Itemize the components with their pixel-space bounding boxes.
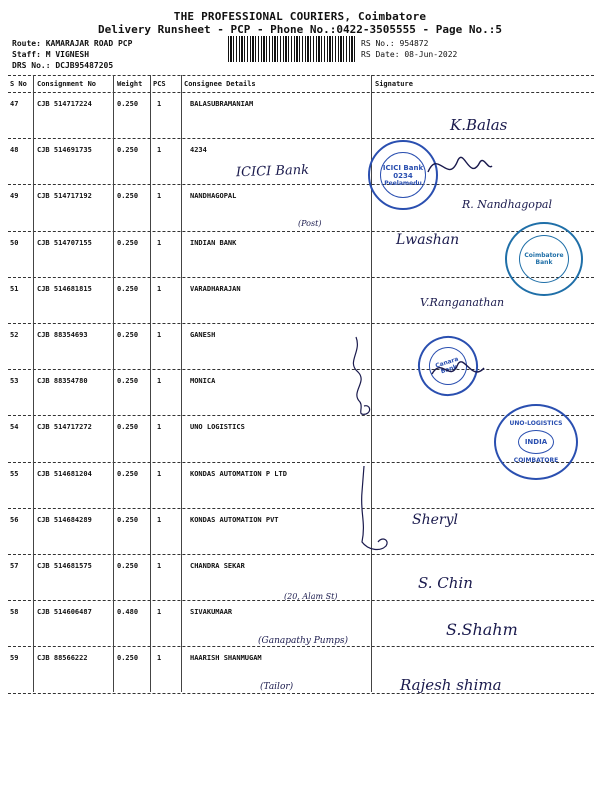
row-rule xyxy=(8,554,594,555)
cell-sno: 56 xyxy=(10,515,19,524)
cell-weight: 0.250 xyxy=(117,469,139,478)
cell-consignee: CHANDRA SEKAR xyxy=(190,562,245,570)
cell-consignee: HAARISH SHANMUGAM xyxy=(190,654,262,663)
signature-51: V.Ranganathan xyxy=(420,296,505,309)
cell-consignment: CJB 88566222 xyxy=(37,654,88,663)
cell-consignment: CJB 88354780 xyxy=(37,377,88,386)
cell-weight: 0.250 xyxy=(117,515,139,524)
cell-consignee: KONDAS AUTOMATION P LTD xyxy=(190,469,287,478)
note-49: (Post) xyxy=(298,219,322,228)
cell-sno: 59 xyxy=(10,654,19,663)
cell-weight: 0.250 xyxy=(117,331,139,339)
row-rule xyxy=(8,323,594,324)
cell-consignee: NANDHAGOPAL xyxy=(190,192,237,201)
uno-stamp-bottom: COIMBATORE xyxy=(513,457,559,464)
row-rule xyxy=(8,231,594,232)
icici-stamp-bottom: Peelamedu xyxy=(384,179,422,187)
note-58: (Ganapathy Pumps) xyxy=(258,636,348,646)
cell-consignee: SIVAKUMAAR xyxy=(190,608,233,617)
signature-56: Sheryl xyxy=(412,512,458,528)
signature-47: K.Balas xyxy=(450,116,508,134)
cell-consignment: CJB 514707155 xyxy=(37,238,92,247)
table-top-rule xyxy=(8,75,594,76)
cell-sno: 57 xyxy=(10,562,19,570)
cell-pcs: 1 xyxy=(157,469,162,478)
header-signature: Signature xyxy=(375,80,413,88)
cell-consignee: 4234 xyxy=(190,146,207,155)
cell-consignee: MONICA xyxy=(190,377,216,386)
signature-50: Lwashan xyxy=(396,232,460,248)
cell-consignment: CJB 514717224 xyxy=(37,100,92,108)
cell-sno: 48 xyxy=(10,146,19,155)
route-info xyxy=(12,38,132,71)
cell-pcs: 1 xyxy=(157,423,162,432)
cell-consignee: INDIAN BANK xyxy=(190,238,237,247)
cell-pcs: 1 xyxy=(157,192,162,201)
cell-consignment: CJB 514681204 xyxy=(37,469,92,478)
cell-weight: 0.250 xyxy=(117,100,139,108)
icici-handwritten-note: ICICI Bank xyxy=(235,162,310,181)
cell-weight: 0.250 xyxy=(117,192,139,201)
uno-logistics-stamp xyxy=(494,404,578,480)
uno-stamp-mid: INDIA xyxy=(524,438,548,446)
header-consignee: Consignee Details xyxy=(184,80,256,88)
header-pcs: PCS xyxy=(153,80,166,88)
signature-49: R. Nandhagopal xyxy=(462,198,553,211)
cell-sno: 49 xyxy=(10,192,19,201)
cell-sno: 52 xyxy=(10,331,19,339)
indian-bank-stamp-text: Coimbatore xyxy=(524,252,564,259)
signature-57: S. Chin xyxy=(418,574,473,592)
header-weight: Weight xyxy=(117,80,143,88)
row-rule xyxy=(8,277,594,278)
cell-consignment: CJB 514606487 xyxy=(37,608,92,617)
cell-consignee: VARADHARAJAN xyxy=(190,284,241,293)
cell-weight: 0.250 xyxy=(117,238,139,247)
cell-weight: 0.480 xyxy=(117,608,139,617)
route-text: Route: KAMARAJAR ROAD PCP xyxy=(12,39,133,48)
cell-weight: 0.250 xyxy=(117,284,139,293)
indian-bank-stamp xyxy=(505,222,583,296)
icici-stamp-top: ICICI Bank xyxy=(382,163,424,172)
cell-sno: 58 xyxy=(10,608,19,617)
rs-info xyxy=(361,38,457,60)
cell-weight: 0.250 xyxy=(117,377,139,386)
cell-consignment: CJB 88354693 xyxy=(37,331,88,339)
cell-sno: 50 xyxy=(10,238,19,247)
cell-pcs: 1 xyxy=(157,238,162,247)
cell-sno: 51 xyxy=(10,284,19,293)
signature-scribble-53 xyxy=(428,352,488,388)
cell-weight: 0.250 xyxy=(117,654,139,663)
cell-pcs: 1 xyxy=(157,608,162,617)
row-rule xyxy=(8,184,594,185)
cell-pcs: 1 xyxy=(157,284,162,293)
cell-consignment: CJB 514681815 xyxy=(37,284,92,293)
cell-consignment: CJB 514684289 xyxy=(37,515,92,524)
cell-pcs: 1 xyxy=(157,331,162,339)
cell-weight: 0.250 xyxy=(117,423,139,432)
cell-sno: 47 xyxy=(10,100,19,108)
cell-consignment: CJB 514681575 xyxy=(37,562,92,570)
signature-scribble-55-56 xyxy=(350,462,400,558)
staff-text: Staff: M VIGNESH xyxy=(12,50,90,59)
cell-consignee: UNO LOGISTICS xyxy=(190,423,245,432)
cell-pcs: 1 xyxy=(157,377,162,386)
cell-pcs: 1 xyxy=(157,515,162,524)
cell-pcs: 1 xyxy=(157,654,162,663)
col-divider xyxy=(150,75,151,692)
signature-59: Rajesh shima xyxy=(400,676,502,694)
cell-consignee: GANESH xyxy=(190,331,216,339)
cell-consignment: CJB 514717272 xyxy=(37,423,92,432)
barcode xyxy=(228,36,356,62)
rs-date-text: RS Date: 08-Jun-2022 xyxy=(361,50,458,59)
row-rule xyxy=(8,138,594,139)
cell-consignee: KONDAS AUTOMATION PVT xyxy=(190,515,279,524)
header-consignment: Consignment No xyxy=(37,80,97,88)
cell-pcs: 1 xyxy=(157,146,162,155)
cell-consignment: CJB 514717192 xyxy=(37,192,92,201)
rs-no-text: RS No.: 954872 xyxy=(361,39,429,48)
header-sno: S No xyxy=(10,80,27,88)
icici-stamp-mid: 0234 xyxy=(393,171,413,180)
uno-stamp-top: UNO-LOGISTICS xyxy=(509,420,563,427)
row-rule xyxy=(8,693,594,694)
cell-weight: 0.250 xyxy=(117,562,139,570)
signature-58: S.Shahm xyxy=(446,620,518,639)
cell-consignment: CJB 514691735 xyxy=(37,146,92,155)
row-rule xyxy=(8,508,594,509)
cell-consignee: BALASUBRAMANIAM xyxy=(190,100,254,108)
col-divider xyxy=(181,75,182,692)
cell-sno: 54 xyxy=(10,423,19,432)
cell-sno: 53 xyxy=(10,377,19,386)
row-rule xyxy=(8,646,594,647)
note-57: (20, Alam St) xyxy=(284,592,338,601)
canara-stamp-text: Canara Bank xyxy=(434,355,460,376)
col-divider xyxy=(113,75,114,692)
document-title: THE PROFESSIONAL COURIERS, Coimbatore xyxy=(173,10,427,23)
cell-sno: 55 xyxy=(10,469,19,478)
cell-pcs: 1 xyxy=(157,100,162,108)
indian-bank-stamp-sub: Bank xyxy=(535,259,553,266)
note-59: (Tailor) xyxy=(260,682,294,692)
row-rule xyxy=(8,369,594,370)
cell-pcs: 1 xyxy=(157,562,162,570)
drs-text: DRS No.: DCJB95487205 xyxy=(12,61,114,70)
col-divider xyxy=(33,75,34,692)
signature-scribble-52-53 xyxy=(336,332,386,422)
table-header-rule xyxy=(8,92,594,93)
document-subtitle: Delivery Runsheet - PCP - Phone No.:0422-3505555 - Page No.:5 xyxy=(98,23,502,36)
signature-scribble-48 xyxy=(424,142,494,192)
cell-weight: 0.250 xyxy=(117,146,139,155)
